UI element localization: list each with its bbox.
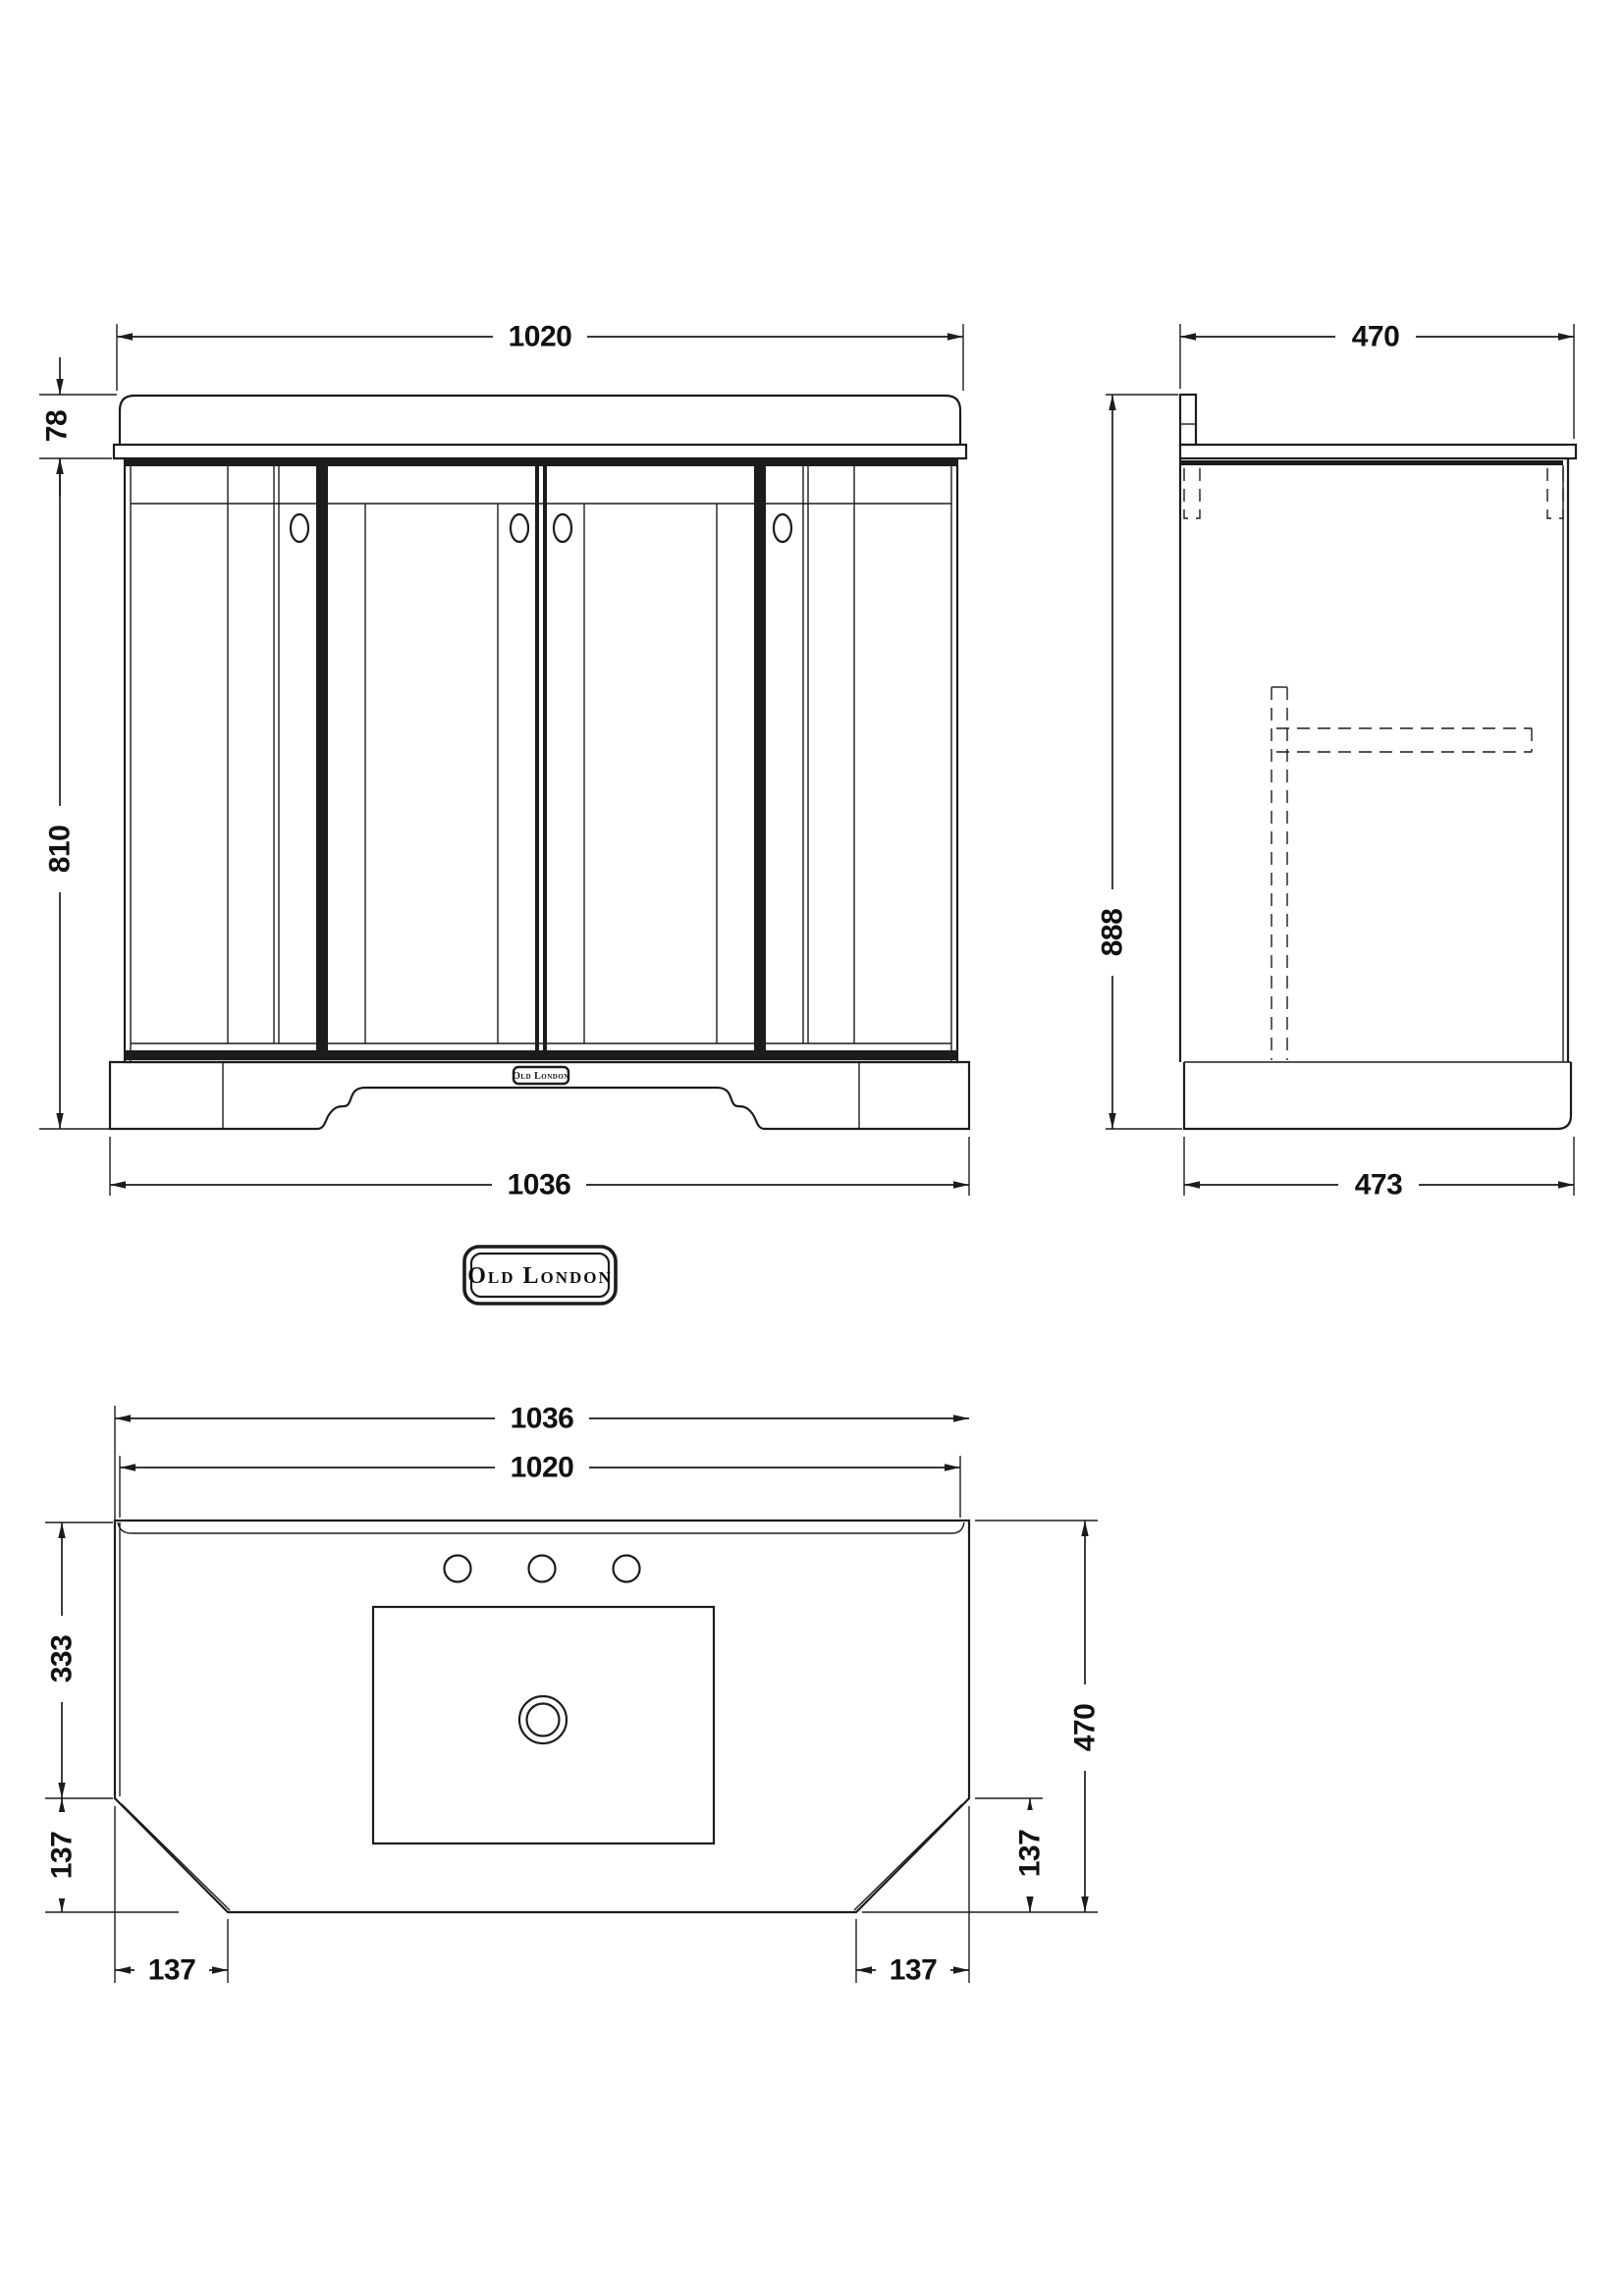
front-countertop xyxy=(120,396,960,445)
dim-label-plan-left-chamfer-depth: 137 xyxy=(45,1831,79,1880)
door-handle-icon xyxy=(511,514,528,542)
plan-counter-edge xyxy=(118,1522,964,1533)
dim-label-side-height: 888 xyxy=(1096,908,1129,957)
dim-side-height xyxy=(1095,395,1182,1129)
front-door-stiles xyxy=(316,460,766,1050)
door-handle-icon xyxy=(291,514,308,542)
side-elevation-view xyxy=(1095,319,1576,1202)
dim-front-top-width xyxy=(117,319,963,391)
side-plinth xyxy=(1184,1062,1571,1129)
support-leg-dashed xyxy=(1271,687,1287,1060)
tap-hole xyxy=(529,1556,556,1582)
dim-plan-left-chamfer-depth xyxy=(44,1798,179,1912)
dim-label-plan-right-chamfer-width: 137 xyxy=(889,1953,938,1987)
support-rail-dashed xyxy=(1276,728,1532,752)
front-door-frame-lines xyxy=(131,460,951,1062)
dim-plan-right-chamfer-depth xyxy=(975,1798,1048,1912)
dim-front-counter-height xyxy=(39,357,117,496)
dim-plan-back-depth xyxy=(44,1522,113,1798)
door-handle-icon xyxy=(774,514,791,542)
dim-side-base-depth xyxy=(1184,1137,1574,1202)
tap-hole xyxy=(445,1556,471,1582)
dim-label-plan-overall-width: 1036 xyxy=(510,1402,574,1435)
plan-left-chamfer-inner xyxy=(122,1804,230,1910)
dim-front-base-width xyxy=(110,1137,969,1202)
brand-badge-label: Old London xyxy=(467,1263,613,1289)
brand-badge xyxy=(464,1247,616,1304)
door-handle-icon xyxy=(554,514,571,542)
front-cabinet-body xyxy=(125,460,957,1062)
dim-label-front-top-width: 1020 xyxy=(508,320,572,353)
dim-plan-overall-depth xyxy=(862,1521,1103,1912)
plan-outline xyxy=(115,1521,969,1912)
side-cabinet-body xyxy=(1180,458,1571,1062)
dim-label-front-body-height: 810 xyxy=(43,825,77,874)
dim-label-front-counter-height: 78 xyxy=(40,409,74,443)
dim-front-body-height xyxy=(39,458,110,1129)
tap-holes xyxy=(445,1556,640,1582)
side-upstand xyxy=(1180,395,1196,445)
tap-hole xyxy=(614,1556,640,1582)
mounting-bracket-dashed-rear xyxy=(1184,463,1200,518)
mounting-bracket-dashed-front xyxy=(1547,463,1563,518)
dim-label-plan-left-chamfer-width: 137 xyxy=(147,1953,196,1987)
front-countertop-edge xyxy=(114,445,966,458)
plan-right-chamfer-inner xyxy=(854,1804,962,1910)
dim-label-plan-overall-depth: 470 xyxy=(1068,1703,1102,1752)
dim-label-side-base-depth: 473 xyxy=(1354,1168,1403,1201)
basin-outline xyxy=(373,1607,714,1843)
dim-plan-left-chamfer-width xyxy=(115,1806,228,1988)
dim-label-side-top-depth: 470 xyxy=(1351,320,1400,353)
side-countertop xyxy=(1180,445,1576,458)
front-elevation-view xyxy=(39,319,969,1202)
plan-view xyxy=(44,1401,1103,1988)
drain-waste xyxy=(519,1696,567,1743)
dim-label-front-base-width: 1036 xyxy=(507,1168,571,1201)
dim-plan-counter-width xyxy=(120,1450,960,1518)
side-counter-shadow xyxy=(1180,460,1563,465)
dim-label-plan-right-chamfer-depth: 137 xyxy=(1013,1829,1047,1878)
plinth-badge-label: Old London xyxy=(513,1071,569,1082)
dim-label-plan-back-depth: 333 xyxy=(45,1634,79,1683)
dim-plan-right-chamfer-width xyxy=(856,1806,969,1988)
plinth-badge xyxy=(513,1067,569,1084)
dim-label-plan-counter-width: 1020 xyxy=(510,1451,574,1484)
dim-side-top-depth xyxy=(1180,319,1574,439)
front-bottom-rail xyxy=(125,1050,957,1060)
